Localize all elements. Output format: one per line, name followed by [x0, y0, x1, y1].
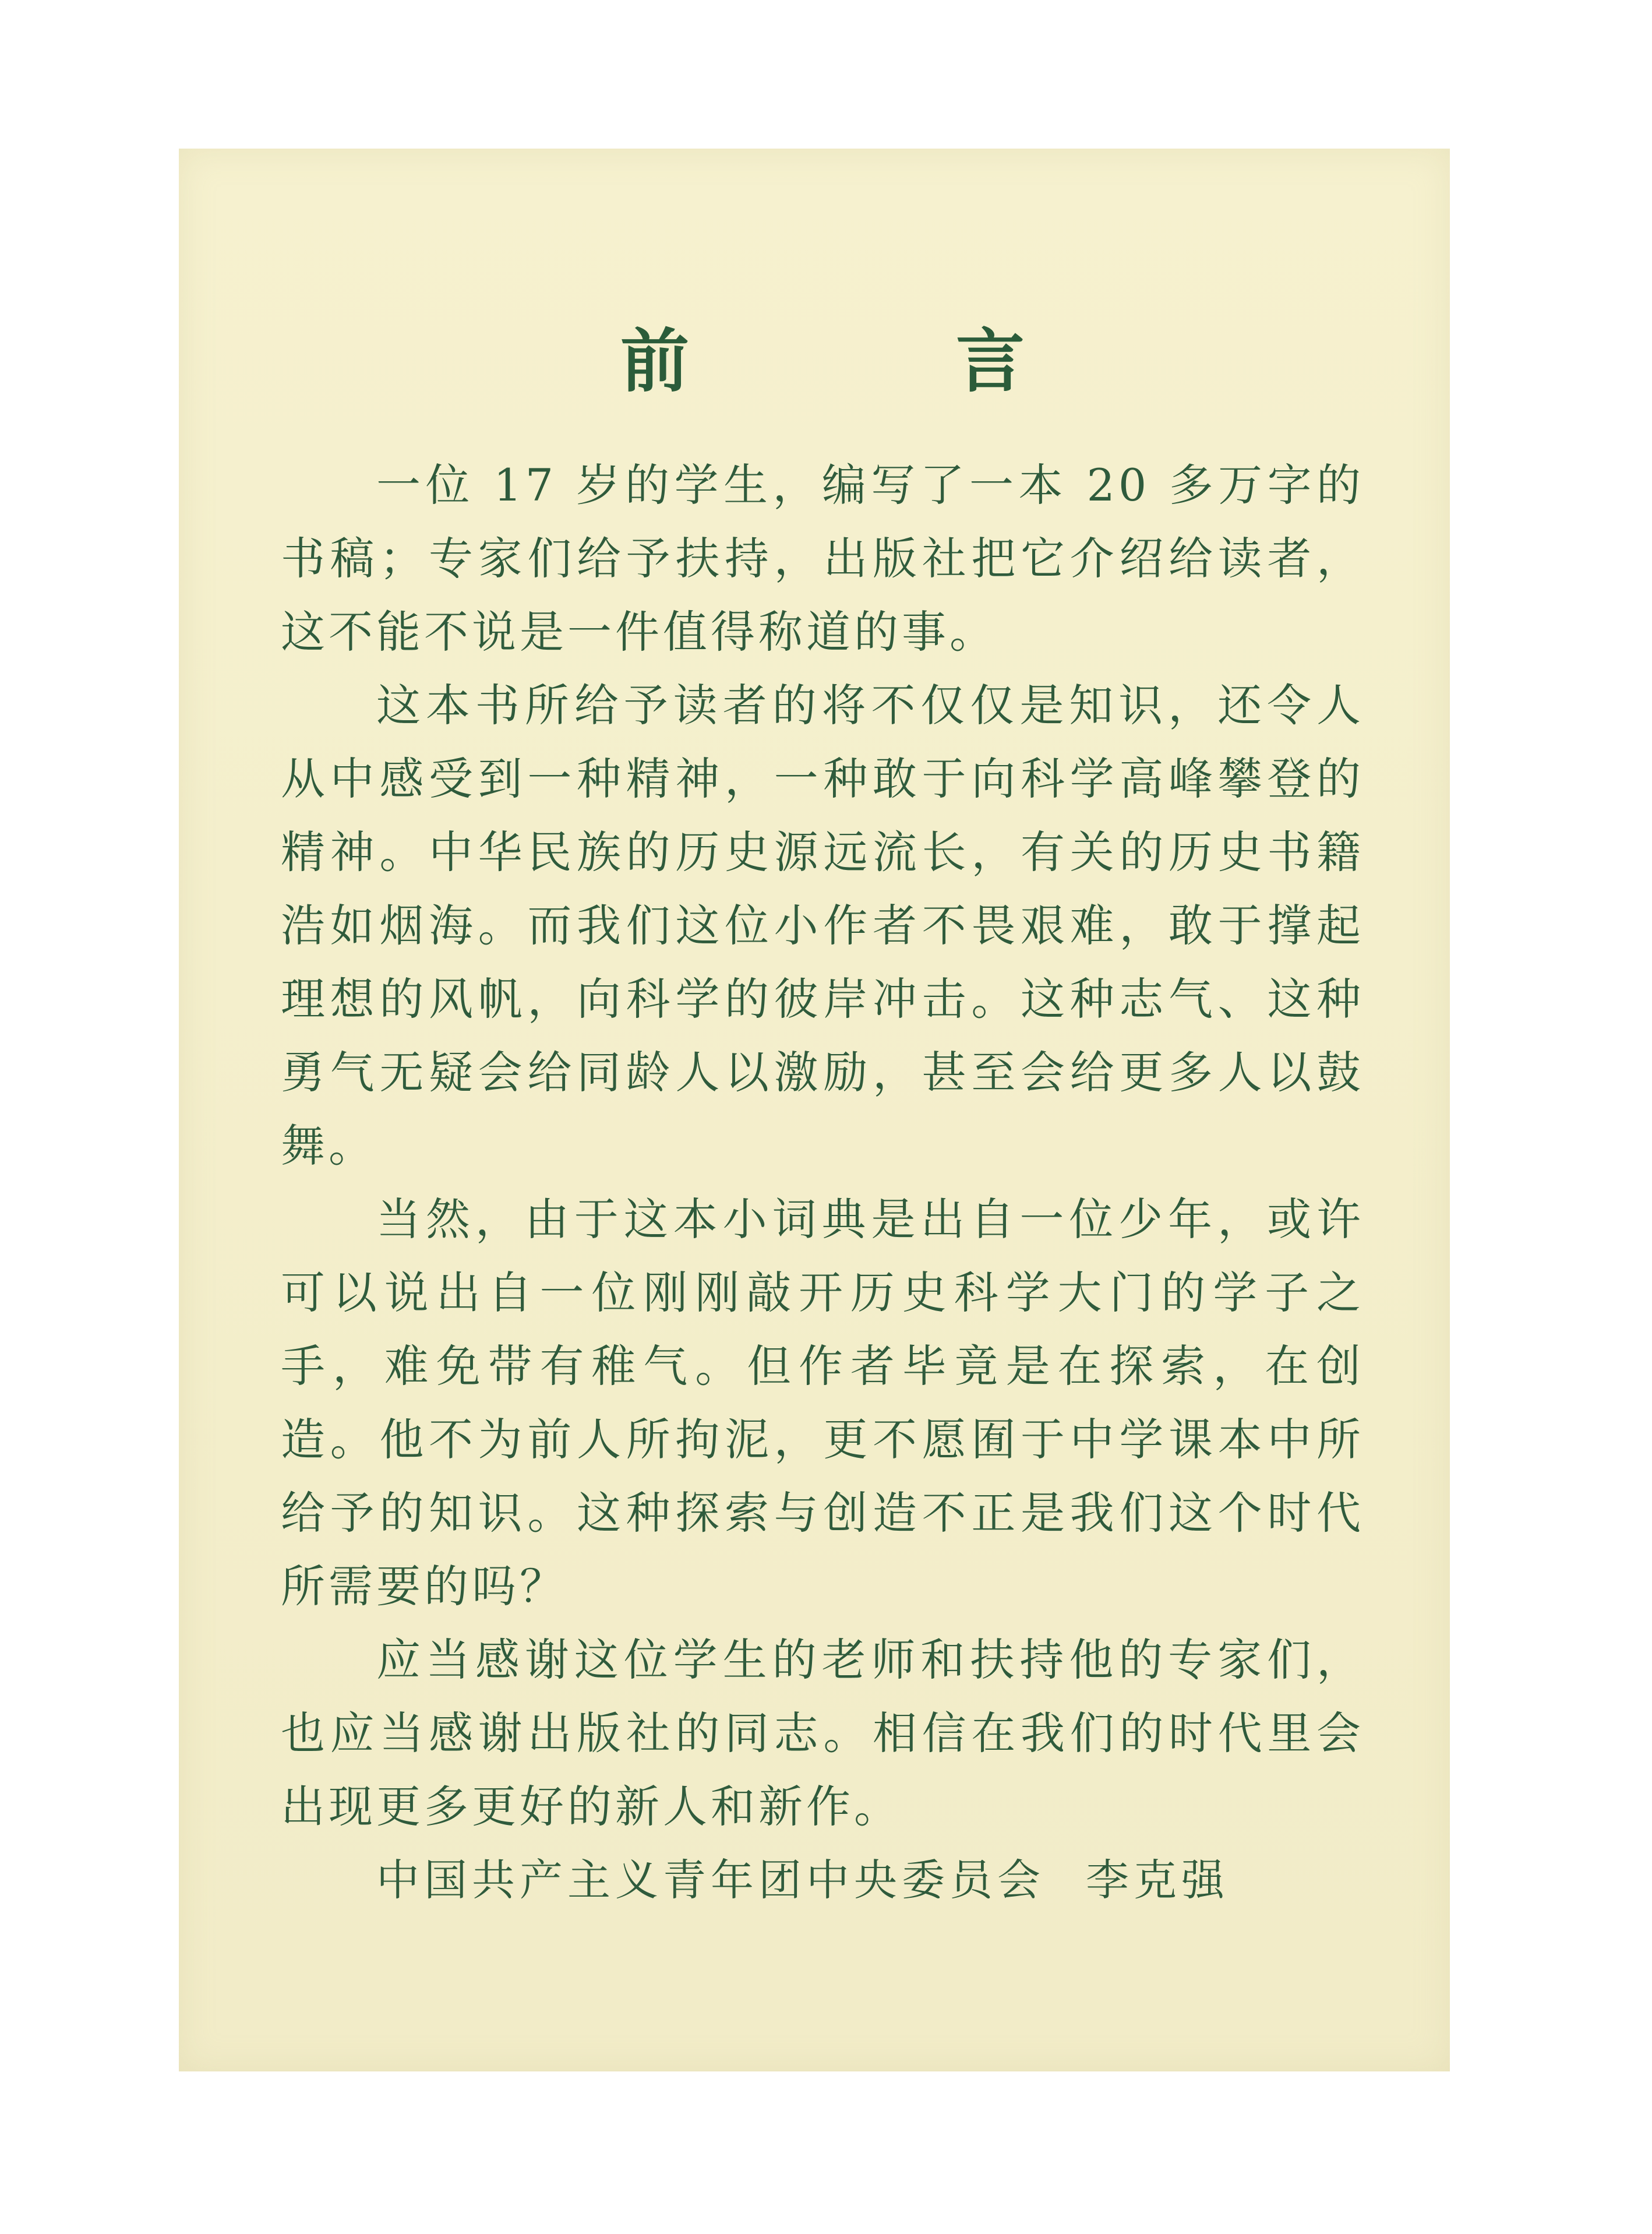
paragraph-3: 当然，由于这本小词典是出自一位少年，或许可以说出自一位刚刚敲开历史科学大门的学子之手，难免带有稚气。但作者毕竟是在探索，在创造。他不为前人所拘泥，更不愿囿于中学课本中所给予的知识。这种探索与创造不正是我们这个时代所需要的吗？: [281, 1193, 1364, 1612]
signature-organization: 中国共产主义青年团中央委员会: [376, 1855, 1045, 1905]
signature-author: 李克强: [1086, 1855, 1229, 1905]
paragraph-1: 一位 17 岁的学生，编写了一本 20 多万字的书稿；专家们给予扶持，出版社把它介绍给读者，这不能不说是一件值得称道的事。: [281, 459, 1364, 658]
preface-body: [281, 449, 1364, 1917]
book-page: [179, 149, 1450, 2071]
paragraph-4: 应当感谢这位学生的老师和扶持他的专家们，也应当感谢出版社的同志。相信在我们的时代里会出现更多更好的新人和新作。: [281, 1634, 1364, 1833]
page-title: 前 言: [620, 320, 1124, 401]
signature-line: [281, 1844, 1364, 1917]
paragraph-2: 这本书所给予读者的将不仅仅是知识，还令人从中感受到一种精神，一种敢于向科学高峰攀登的精神。中华民族的历史源远流长，有关的历史书籍浩如烟海。而我们这位小作者不畏艰难，敢于撑起理想的风帆，向科学的彼岸冲击。这种志气、这种勇气无疑会给同龄人以激励，甚至会给更多人以鼓舞。: [281, 679, 1364, 1172]
